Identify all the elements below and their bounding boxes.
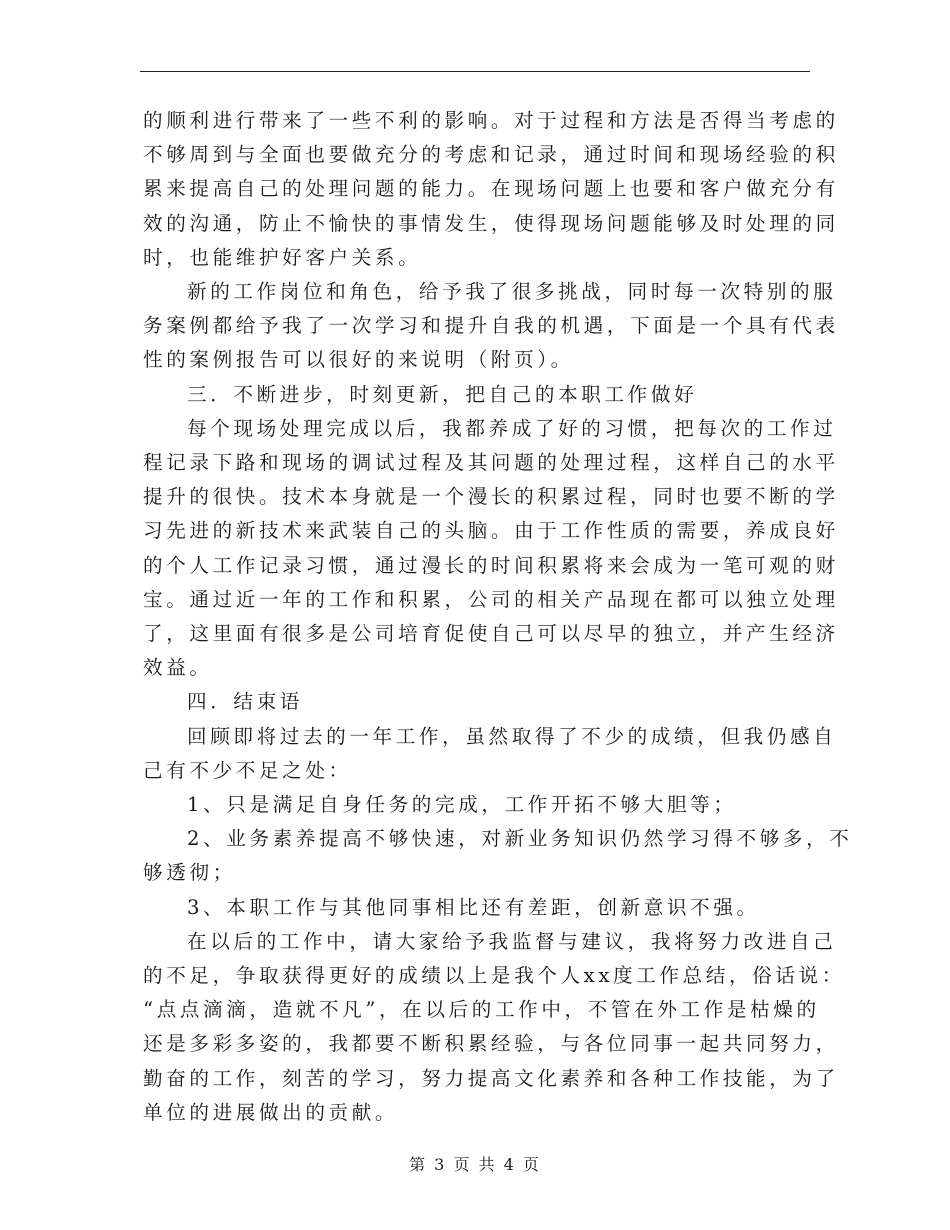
page-footer: 第 3 页 共 4 页 [409, 1155, 541, 1174]
text-line: 宝。通过近一年的工作和积累，公司的相关产品现在都可以独立处理 [143, 587, 839, 611]
text-line: 效益。 [143, 656, 213, 680]
body-text [143, 104, 853, 1130]
text-line: 时，也能维护好客户关系。 [143, 245, 422, 269]
text-line: 累来提高自己的处理问题的能力。在现场问题上也要和客户做充分有 [143, 177, 839, 201]
text-line: 效的沟通，防止不愉快的事情发生，使得现场问题能够及时处理的同 [143, 211, 839, 235]
text-line: 回顾即将过去的一年工作，虽然取得了不少的成绩，但我仍感自 [187, 724, 837, 748]
header-rule [140, 71, 810, 72]
text-line: 的顺利进行带来了一些不利的影响。对于过程和方法是否得当考虑的 [143, 109, 839, 132]
text-line: 单位的进展做出的贡献。 [143, 1100, 399, 1124]
text-line: 四．结束语 [187, 690, 303, 714]
text-line: 3、本职工作与其他同事相比还有差距，创新意识不强。 [187, 895, 760, 919]
text-line: 够透彻； [143, 861, 236, 885]
text-line: 的个人工作记录习惯，通过漫长的时间积累将来会成为一笔可观的财 [143, 553, 839, 577]
text-line: 程记录下路和现场的调试过程及其问题的处理过程，这样自己的水平 [143, 451, 839, 475]
text-line: 务案例都给予我了一次学习和提升自我的机遇，下面是一个具有代表 [143, 314, 839, 338]
text-line: 新的工作岗位和角色，给予我了很多挑战，同时每一次特别的服 [187, 280, 837, 304]
text-line: 己有不少不足之处： [143, 758, 352, 782]
text-line: 2、业务素养提高不够快速，对新业务知识仍然学习得不够多，不 [187, 827, 853, 851]
text-line: 在以后的工作中，请大家给予我监督与建议，我将努力改进自己 [187, 929, 837, 953]
text-line: 了，这里面有很多是公司培育促使自己可以尽早的独立，并产生经济 [143, 622, 839, 646]
text-line: 不够周到与全面也要做充分的考虑和记录，通过时间和现场经验的积 [143, 143, 839, 167]
text-line: 每个现场处理完成以后，我都养成了好的习惯，把每次的工作过 [187, 416, 837, 440]
text-line: 还是多彩多姿的，我都要不断积累经验，与各位同事一起共同努力， [143, 1032, 839, 1056]
text-line: “点点滴滴，造就不凡”，在以后的工作中，不管在外工作是枯燥的 [143, 998, 820, 1022]
text-line: 三．不断进步，时刻更新，把自己的本职工作做好 [187, 382, 698, 406]
text-line: 习先进的新技术来武装自己的头脑。由于工作性质的需要，养成良好 [143, 519, 839, 543]
text-line: 性的案例报告可以很好的来说明（附页）。 [143, 348, 574, 372]
text-line: 勤奋的工作，刻苦的学习，努力提高文化素养和各种工作技能，为了 [143, 1066, 839, 1090]
text-line: 提升的很快。技术本身就是一个漫长的积累过程，同时也要不断的学 [143, 485, 839, 509]
text-line: 的不足，争取获得更好的成绩以上是我个人xx度工作总结，俗话说： [143, 964, 845, 988]
text-line: 1、只是满足自身任务的完成，工作开拓不够大胆等； [187, 793, 737, 817]
